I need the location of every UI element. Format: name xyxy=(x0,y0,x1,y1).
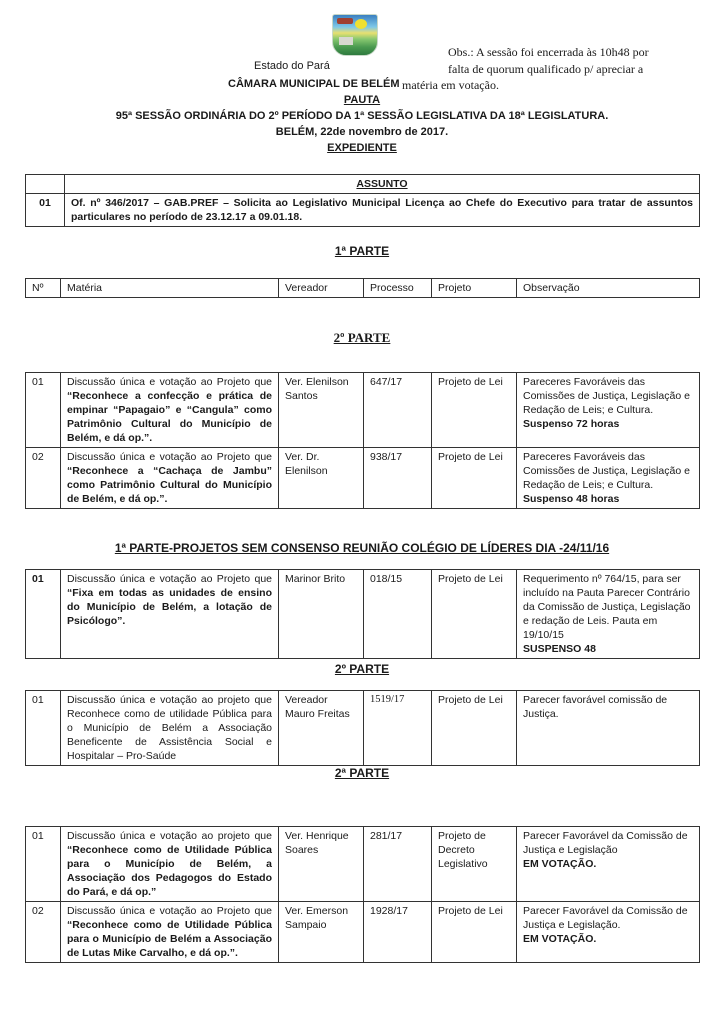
table-row xyxy=(26,570,700,659)
materia-bold: “Fixa em todas as unidades de ensino do Município de Belém, a lotação de Psicólogo”. xyxy=(67,587,272,627)
materia-bold: “Reconhece a “Cachaça de Jambu” como Patrimônio Cultural do Município de Belém, e dá op.”. xyxy=(67,465,272,505)
session-date: BELÉM, 22de novembro de 2017. xyxy=(275,126,449,138)
obs-note xyxy=(448,44,649,78)
obs-plain: Parecer Favorável da Comissão de Justiça e Legislação xyxy=(523,830,688,856)
processo-cell: 1519/17 xyxy=(364,691,432,766)
table-row xyxy=(26,827,700,902)
parte2b-title: 2º PARTE xyxy=(334,662,390,676)
table-row xyxy=(26,373,700,448)
obs-plain: Requerimento nº 764/15, para ser incluído na Pauta Parecer Contrário da Comissão de Justiça, Legislação e redação de Leis. Pauta em 19/10/15 xyxy=(523,573,691,641)
vereador-cell: Ver. Dr. Elenilson xyxy=(279,448,364,509)
materia-bold: “Reconhece como de Utilidade Pública para o Município de Belém a Associação de Lutas Mike Carvalho, e dá op.”. xyxy=(67,919,272,959)
logo-birds-detail xyxy=(337,18,353,24)
parte2c-table xyxy=(25,826,700,963)
materia-plain: Discussão única e votação ao Projeto que xyxy=(67,376,272,388)
vereador-cell: Ver. Emerson Sampaio xyxy=(279,902,364,963)
materia-bold: “Reconhece como de Utilidade Pública para o Município de Belém, a Associação dos Pedagogos do Estado do Pará, e dá op.” xyxy=(67,844,272,898)
table-header-row xyxy=(26,279,700,298)
obs-bold: Suspenso 72 horas xyxy=(523,418,620,430)
processo-cell: 647/17 xyxy=(364,373,432,448)
assunto-text: Of. nº 346/2017 – GAB.PREF – Solicita ao Legislativo Municipal Licença ao Chefe do Executivo para tratar de assuntos particulares no período de 23.12.17 a 09.01.18. xyxy=(65,194,700,227)
materia-plain: Discussão única e votação ao Projeto que xyxy=(67,573,272,585)
observacao-cell xyxy=(517,902,700,963)
processo-cell: 281/17 xyxy=(364,827,432,902)
materia-cell xyxy=(61,570,279,659)
col-vereador: Vereador xyxy=(279,279,364,298)
processo-cell: 018/15 xyxy=(364,570,432,659)
materia-cell xyxy=(61,827,279,902)
col-materia: Matéria xyxy=(61,279,279,298)
logo-sun-detail xyxy=(355,19,367,29)
materia-cell xyxy=(61,902,279,963)
obs-bold: EM VOTAÇÃO. xyxy=(523,858,597,870)
obs-plain: Pareceres Favoráveis das Comissões de Justiça, Legislação e Redação de Leis; e Cultura. xyxy=(523,451,690,491)
row-number: 01 xyxy=(26,194,65,227)
sem-consenso-table xyxy=(25,569,700,659)
obs-bold: SUSPENSO 48 xyxy=(523,643,596,655)
parte2-table xyxy=(25,372,700,509)
parte1-table xyxy=(25,278,700,298)
materia-cell xyxy=(61,448,279,509)
row-number: 01 xyxy=(26,373,61,448)
projeto-cell: Projeto de Lei xyxy=(432,448,517,509)
obs-plain: Parecer Favorável da Comissão de Justiça e Legislação. xyxy=(523,905,688,931)
vereador-cell: Vereador Mauro Freitas xyxy=(279,691,364,766)
obs-line-1: Obs.: A sessão foi encerrada às 10h48 por xyxy=(448,45,649,59)
parte2-title: 2º PARTE xyxy=(333,330,391,345)
table-row xyxy=(26,691,700,766)
vereador-cell: Ver. Henrique Soares xyxy=(279,827,364,902)
projeto-cell: Projeto de Lei xyxy=(432,373,517,448)
observacao-cell xyxy=(517,827,700,902)
observacao-cell xyxy=(517,570,700,659)
obs-line-2: falta de quorum qualificado p/ apreciar a xyxy=(448,62,644,76)
vereador-cell: Ver. Elenilson Santos xyxy=(279,373,364,448)
obs-bold: Suspenso 48 horas xyxy=(523,493,620,505)
sessao-title: 95ª SESSÃO ORDINÁRIA DO 2º PERÍODO DA 1ª SESSÃO LEGISLATIVA DA 18ª LEGISLATURA. xyxy=(115,110,609,122)
projeto-cell: Projeto de Decreto Legislativo xyxy=(432,827,517,902)
col-projeto: Projeto xyxy=(432,279,517,298)
observacao-cell: Parecer favorável comissão de Justiça. xyxy=(517,691,700,766)
obs-line-3: matéria em votação. xyxy=(402,78,499,92)
camara-title: CÂMARA MUNICIPAL DE BELÉM xyxy=(228,78,400,90)
processo-cell: 938/17 xyxy=(364,448,432,509)
sem-consenso-title: 1ª PARTE-PROJETOS SEM CONSENSO REUNIÃO COLÉGIO DE LÍDERES DIA -24/11/16 xyxy=(114,541,610,555)
observacao-cell xyxy=(517,373,700,448)
estado-label: Estado do Pará xyxy=(254,60,330,72)
row-number: 01 xyxy=(26,827,61,902)
table-row xyxy=(26,448,700,509)
row-number: 01 xyxy=(26,570,61,659)
expediente-title: EXPEDIENTE xyxy=(327,142,397,154)
vereador-cell: Marinor Brito xyxy=(279,570,364,659)
parte2c-title: 2ª PARTE xyxy=(334,766,390,780)
obs-bold: EM VOTAÇÃO. xyxy=(523,933,597,945)
table-row xyxy=(26,902,700,963)
projeto-cell: Projeto de Lei xyxy=(432,570,517,659)
col-processo: Processo xyxy=(364,279,432,298)
materia-plain: Discussão única e votação ao Projeto que xyxy=(67,905,272,917)
col-num: Nº xyxy=(26,279,61,298)
row-number: 02 xyxy=(26,448,61,509)
row-number: 01 xyxy=(26,691,61,766)
parte1-title: 1ª PARTE xyxy=(334,244,390,258)
materia-cell: Discussão única e votação ao projeto que Reconhece como de utilidade Pública para o Município de Belém a Associação Beneficente de Assistência Social e Hospitalar – Pro-Saúde xyxy=(61,691,279,766)
logo-house-detail xyxy=(339,37,353,45)
observacao-cell xyxy=(517,448,700,509)
projeto-cell: Projeto de Lei xyxy=(432,902,517,963)
assunto-header: ASSUNTO xyxy=(65,175,700,194)
row-number: 02 xyxy=(26,902,61,963)
coat-of-arms-logo xyxy=(332,14,378,56)
materia-plain: Discussão única e votação ao projeto que xyxy=(67,830,272,842)
obs-plain: Pareceres Favoráveis das Comissões de Justiça, Legislação e Redação de Leis; e Cultura. xyxy=(523,376,690,416)
table-row xyxy=(26,194,700,227)
materia-plain: Discussão única e votação ao Projeto que xyxy=(67,451,272,463)
processo-cell: 1928/17 xyxy=(364,902,432,963)
materia-bold: “Reconhece a confecção e prática de empinar “Papagaio” e “Cangula” como Patrimônio Cultural do Município de Belém, e dá op.”. xyxy=(67,390,272,444)
empty-header-cell xyxy=(26,175,65,194)
materia-cell xyxy=(61,373,279,448)
parte2b-table xyxy=(25,690,700,766)
projeto-cell: Projeto de Lei xyxy=(432,691,517,766)
pauta-title: PAUTA xyxy=(343,94,381,106)
expediente-table xyxy=(25,174,700,227)
col-observacao: Observação xyxy=(517,279,700,298)
table-header-row xyxy=(26,175,700,194)
